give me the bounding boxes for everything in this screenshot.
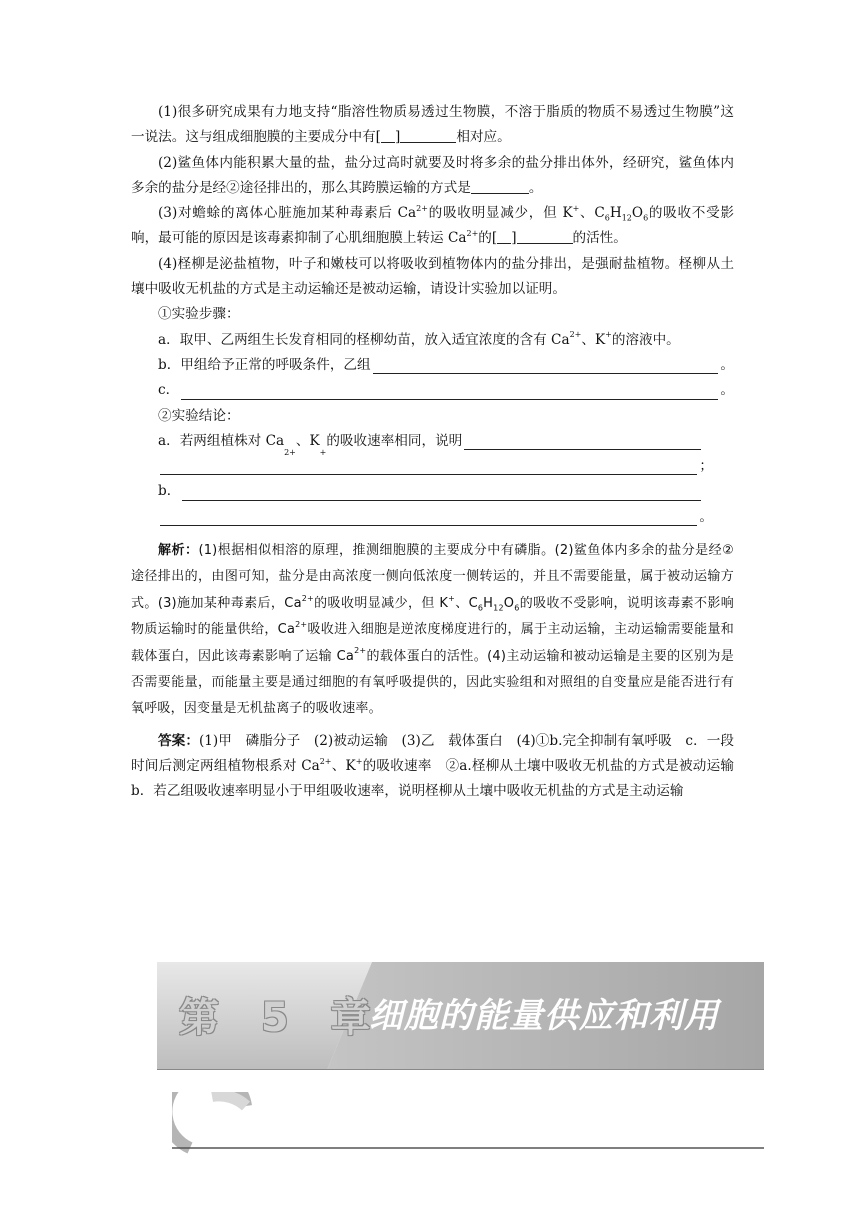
- chapter-banner: [157, 962, 764, 1070]
- blank: [471, 178, 529, 194]
- step-a: a．取甲、乙两组生长发育相同的柽柳幼苗，放入适宜浓度的含有 $Ca^{2+}$、K+的溶液中。: [158, 330, 680, 348]
- step-b: b．甲组给予正常的呼吸条件，乙组 。: [158, 356, 734, 373]
- conclusion-a-cont: ；: [131, 454, 713, 479]
- blank: [400, 127, 456, 143]
- conclusion-a: a．若两组植株对 Ca $^{2+}$ 、K + 的吸收速率相同，说明: [131, 429, 703, 454]
- conclusion-b-cont: 。: [131, 505, 713, 530]
- blank: [381, 127, 395, 143]
- blank: [517, 228, 573, 244]
- question-3: (3)对蟾蜍的离体心脏施加某种毒素后 $Ca^{2+}$的吸收明显减少，但 K+、$C_6H_{12}O_6$的吸收不受影响，最可能的原因是该毒素抑制了心肌细胞膜上转运 $Ca^{2+}$的[ ] 的活性。: [131, 203, 735, 247]
- answer-line: [373, 355, 719, 374]
- answer: 答案：(1)甲 磷脂分子 (2)被动运输 (3)乙 载体蛋白 (4)①b.完全抑制有氧呼吸 c．一段时间后测定两组植物根系对 $Ca^{2+}$、K+的吸收速率 ②a.柽柳从土壤中吸收无机盐的方式是被动运输 b．若乙组吸收速率明显小于甲组吸收速率，说明柽柳从土壤中吸收无机盐的方式是主动运输: [131, 732, 748, 800]
- answer-line: [182, 482, 701, 501]
- question-1: (1)很多研究成果有力地支持“脂溶性物质易透过生物膜，不溶于脂质的物质不易透过生物膜”这一说法。这与组成细胞膜的主要成分中有[ ] 相对应。: [131, 104, 734, 146]
- answer-line: [464, 431, 701, 450]
- blank: [497, 228, 511, 244]
- question-2: (2)鲨鱼体内能积累大量的盐，盐分过高时就要及时将多余的盐分排出体外，经研究，鲨鱼体内多余的盐分是经②途径排出的，那么其跨膜运输的方式是 。: [131, 154, 734, 196]
- decorative-arc-icon: [172, 1092, 764, 1162]
- step-c: c． 。: [158, 382, 734, 399]
- answer-line: [160, 456, 697, 475]
- answer-line: [160, 507, 697, 526]
- answer-line: [181, 381, 718, 400]
- steps-heading: ①实验步骤：: [158, 306, 240, 323]
- conclusion-b: b．: [131, 479, 703, 504]
- conclusion-heading: ②实验结论：: [158, 407, 240, 424]
- chapter-title: 细胞的能量供应和利用: [369, 996, 719, 1036]
- question-4: (4)柽柳是泌盐植物，叶子和嫩枝可以将吸收到植物体内的盐分排出，是强耐盐植物。柽柳从土壤中吸收无机盐的方式是主动运输还是被动运输，请设计实验加以证明。: [131, 255, 734, 298]
- chapter-number: 第 5 章: [179, 995, 385, 1041]
- analysis: 解析：(1)根据相似相溶的原理，推测细胞膜的主要成分中有磷脂。(2)鲨鱼体内多余的盐分是经②途径排出的，由图可知，盐分是由高浓度一侧向低浓度一侧转运的，并且不需要能量，属于被动运输方式。(3)施加某种毒素后，$Ca^{2+}$的吸收明显减少，但 K+、$C_6H_{12}O_6$的吸收不受影响，说明该毒素不影响物质运输时的能量供给，$Ca^{2+}$吸收进入细胞是逆浓度梯度进行的，属于主动运输，主动运输需要能量和载体蛋白，因此该毒素影响了运输 $Ca^{2+}$的载体蛋白的活性。(4)主动运输和被动运输是主要的区别为是否需要能量，而能量主要是通过细胞的有氧呼吸提供的，因此实验组和对照组的自变量应是能否进行有氧呼吸，因变量是无机盐离子的吸收速率。: [131, 543, 735, 717]
- question-content: [131, 100, 748, 805]
